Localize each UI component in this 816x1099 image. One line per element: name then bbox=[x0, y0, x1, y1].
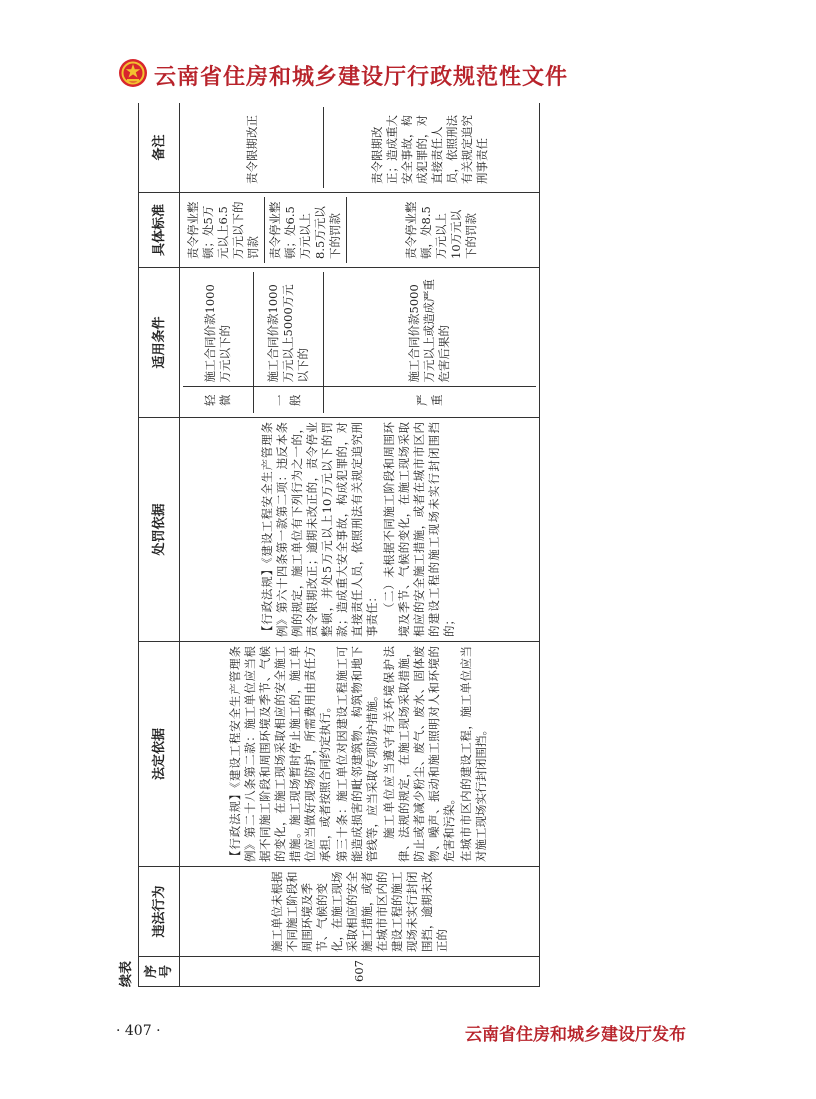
standard-row bbox=[183, 197, 265, 263]
row-violation: 施工单位未根据不同施工阶段和周围环境及季节、气候的变化，在施工现场采取相应的安全施工措施，或者在城市市区内的建设工程的施工现场未实行封闭围挡，逾期未改正的 bbox=[180, 867, 540, 957]
notes-subtable bbox=[183, 107, 536, 188]
footer-publisher: 云南省住房和城乡建设厅发布 bbox=[465, 1025, 686, 1045]
level-label: 轻微 bbox=[183, 387, 253, 413]
header-title: 云南省住房和城乡建设厅行政规范性文件 bbox=[154, 65, 569, 90]
level-condition: 施工合同价款5000万元以上或造成严重危害后果的 bbox=[323, 272, 536, 387]
row-seq: 607 bbox=[180, 957, 540, 987]
level-row-serious bbox=[323, 272, 536, 413]
legal-basis-paragraph: 【行政法规】《建设工程安全生产管理条例》第二十八条第二款：施工单位应当根据不同施工阶段和周围环境及季节、气候的变化，在施工现场采取相应的安全施工措施。施工现场暂时停止施工的，施工单位应当做好现场防护，所需费用由责任方承担，或者按照合同约定执行。 bbox=[228, 646, 332, 862]
row-penalty-basis bbox=[180, 418, 540, 642]
note-text: 责令限期改正；造成重大安全事故，构成犯罪的，对直接责任人员，依照刑法有关规定追究刑事责任 bbox=[323, 107, 536, 188]
note-row bbox=[183, 107, 323, 188]
penalty-standards-table bbox=[138, 103, 540, 987]
conditions-subtable bbox=[183, 272, 536, 413]
table-header-row bbox=[139, 103, 180, 987]
page-number: · 407 · bbox=[116, 1023, 161, 1039]
header-seq: 序号 bbox=[139, 957, 180, 987]
level-standard: 责令停业整顿，处8.5万元以上10万元以下的罚款 bbox=[347, 197, 537, 263]
row-conditions bbox=[180, 268, 540, 418]
standard-row bbox=[347, 197, 537, 263]
continued-label: 续表 bbox=[119, 960, 134, 987]
level-condition: 施工合同价款1000万元以上5000万元以下的 bbox=[253, 272, 323, 387]
row-standards bbox=[180, 193, 540, 268]
legal-basis-paragraph: 第三十条：施工单位对因建设工程施工可能造成损害的毗邻建筑物、构筑物和地下管线等，应当采取专项防护措施。 bbox=[335, 646, 379, 862]
penalty-basis-paragraph: （二）未根据不同施工阶段和周围环境及季节、气候的变化，在施工现场采取相应的安全施工措施，或者在城市市区内的建设工程的施工现场未实行封闭围挡的； bbox=[382, 422, 456, 637]
level-row-general bbox=[253, 272, 323, 413]
header-legal-basis: 法定依据 bbox=[139, 642, 180, 867]
standards-subtable bbox=[183, 197, 536, 263]
note-text: 责令限期改正 bbox=[183, 107, 323, 188]
legal-basis-paragraph: 在城市市区内的建设工程，施工单位应当对施工现场实行封闭围挡。 bbox=[459, 646, 488, 862]
level-row-minor bbox=[183, 272, 253, 413]
level-label: 严重 bbox=[323, 387, 536, 413]
row-legal-basis bbox=[180, 642, 540, 867]
level-standard: 责令停业整顿；处6.5万元以上8.5万元以下的罚款 bbox=[265, 197, 347, 263]
note-row bbox=[323, 107, 536, 188]
table-row bbox=[180, 103, 540, 987]
level-label: 一般 bbox=[253, 387, 323, 413]
standard-row bbox=[265, 197, 347, 263]
header-condition: 适用条件 bbox=[139, 268, 180, 418]
document-header bbox=[118, 56, 698, 92]
level-condition: 施工合同价款1000万元以下的 bbox=[183, 272, 253, 387]
penalty-basis-paragraph: 【行政法规】《建设工程安全生产管理条例》第六十四条第一款第二项：违反本条例的规定，施工单位有下列行为之一的，责令限期改正；逾期未改正的，责令停业整顿，并处5万元以上10万元以下的罚款；造成重大安全事故，构成犯罪的，对直接责任人员，依照刑法有关规定追究刑事责任： bbox=[260, 422, 379, 637]
header-act: 违法行为 bbox=[139, 867, 180, 957]
header-standard: 具体标准 bbox=[139, 193, 180, 268]
national-emblem-icon bbox=[118, 58, 148, 88]
legal-basis-paragraph: 施工单位应当遵守有关环境保护法律、法规的规定，在施工现场采取措施，防止或者减少粉尘、废气、废水、固体废物、噪声、振动和施工照明对人和环境的危害和污染。 bbox=[382, 646, 456, 862]
level-standard: 责令停业整顿；处5万元以上6.5万元以下的罚款 bbox=[183, 197, 265, 263]
row-notes bbox=[180, 103, 540, 193]
header-penalty-basis: 处罚依据 bbox=[139, 418, 180, 642]
header-note: 备注 bbox=[139, 103, 180, 193]
rotated-table-area bbox=[116, 103, 540, 987]
